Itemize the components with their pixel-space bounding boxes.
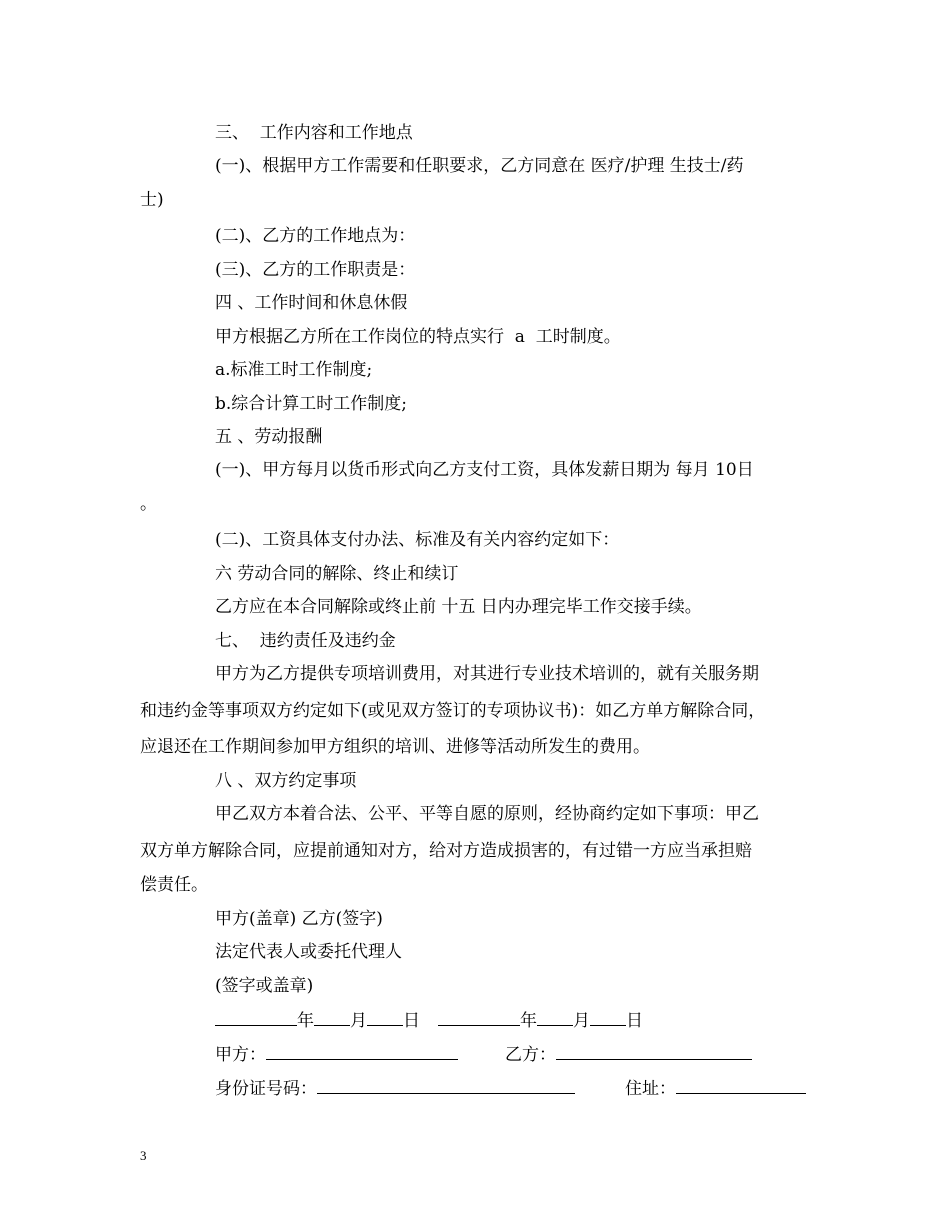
section-3-paragraph-1: (一)、根据甲方工作需要和任职要求，乙方同意在 医疗/护理 生技士/药 [215, 156, 744, 176]
year-label-a: 年 [297, 1011, 314, 1031]
day-label-b: 日 [626, 1011, 643, 1031]
day-blank-b [590, 1009, 626, 1026]
section-4-paragraph-1: 甲方根据乙方所在工作岗位的特点实行 a 工时制度。 [215, 327, 621, 347]
id-number-line [215, 1077, 575, 1100]
party-a-label: 甲方： [215, 1045, 266, 1065]
section-4-title: 四 、工作时间和休息休假 [215, 293, 408, 313]
year-label-b: 年 [520, 1011, 537, 1031]
section-8-title: 八 、双方约定事项 [215, 771, 357, 791]
legal-representative-line: 法定代表人或委托代理人 [215, 942, 402, 962]
id-number-label: 身份证号码： [215, 1079, 317, 1099]
date-line-b [438, 1009, 643, 1032]
party-a-line [215, 1043, 458, 1066]
address-label: 住址： [625, 1079, 676, 1099]
section-4-option-a: a.标准工时工作制度; [215, 360, 373, 380]
section-6-title: 六 劳动合同的解除、终止和续订 [215, 564, 459, 584]
section-7-title: 七、 违约责任及违约金 [215, 631, 396, 651]
section-5-paragraph-2: (二)、工资具体支付办法、标准及有关内容约定如下： [215, 530, 620, 550]
party-a-blank [266, 1043, 458, 1060]
address-line [625, 1077, 806, 1100]
year-blank-b [438, 1009, 520, 1026]
party-b-blank [556, 1043, 752, 1060]
month-label-b: 月 [573, 1011, 590, 1031]
day-label-a: 日 [403, 1011, 420, 1031]
page-number: 3 [140, 1148, 147, 1163]
day-blank-a [367, 1009, 403, 1026]
section-3-paragraph-2: (二)、乙方的工作地点为： [215, 226, 416, 246]
party-b-label: 乙方： [505, 1045, 556, 1065]
section-7-paragraph-line-1: 甲方为乙方提供专项培训费用，对其进行专业技术培训的，就有关服务期 [215, 664, 759, 684]
signature-parties-line: 甲方(盖章) 乙方(签字) [215, 909, 383, 929]
section-8-paragraph-line-1: 甲乙双方本着合法、公平、平等自愿的原则，经协商约定如下事项：甲乙 [215, 804, 759, 824]
section-5-paragraph-1: (一)、甲方每月以货币形式向乙方支付工资，具体发薪日期为 每月 10日 [215, 460, 754, 480]
date-line [215, 1009, 420, 1032]
address-blank [676, 1077, 806, 1094]
section-6-paragraph-1: 乙方应在本合同解除或终止前 十五 日内办理完毕工作交接手续。 [215, 597, 702, 617]
section-8-paragraph-line-3: 偿责任。 [140, 875, 208, 895]
month-label-a: 月 [350, 1011, 367, 1031]
id-number-blank [317, 1077, 575, 1094]
section-5-title: 五 、劳动报酬 [215, 427, 323, 447]
party-b-line [505, 1043, 752, 1066]
section-8-paragraph-line-2: 双方单方解除合同，应提前通知对方，给对方造成损害的，有过错一方应当承担赔 [140, 841, 752, 861]
section-3-title: 三、 工作内容和工作地点 [215, 123, 413, 143]
month-blank-b [537, 1009, 573, 1026]
section-5-paragraph-1-cont: 。 [140, 494, 157, 514]
section-4-option-b: b.综合计算工时工作制度; [215, 394, 408, 414]
sign-or-seal-line: (签字或盖章) [215, 976, 314, 996]
year-blank-a [215, 1009, 297, 1026]
section-7-paragraph-line-2: 和违约金等事项双方约定如下(或见双方签订的专项协议书)：如乙方单方解除合同， [140, 701, 766, 721]
section-3-paragraph-1-cont: 士) [140, 190, 164, 210]
section-7-paragraph-line-3: 应退还在工作期间参加甲方组织的培训、进修等活动所发生的费用。 [140, 737, 650, 757]
month-blank-a [314, 1009, 350, 1026]
section-3-paragraph-3: (三)、乙方的工作职责是： [215, 260, 416, 280]
